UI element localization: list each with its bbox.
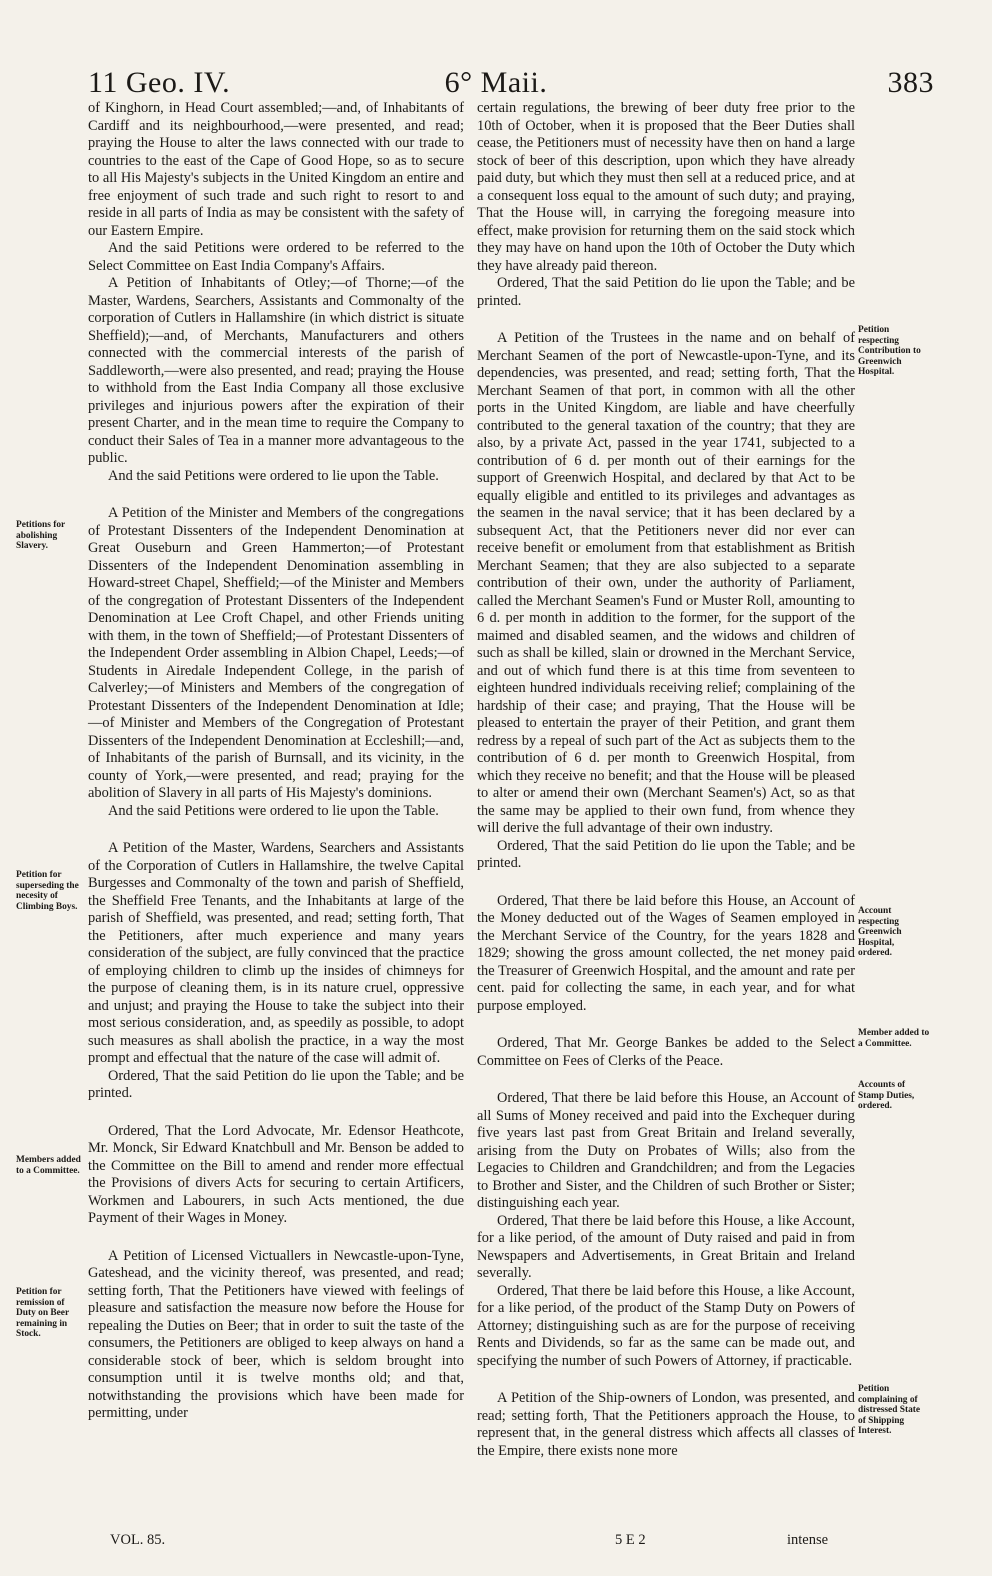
paragraph: A Petition of the Minister and Members of the congregations of Protestant Dissenters of the Independent Denomination at Great Ouseburn and Green Hammerton;—of Protestant Dissenters of the Independent Denomination assembling in Howard-street Chapel, Sheffield;—of the Minister and Members of the congregation of Protestant Dissenters of the Independent Denomination at Lee Croft Chapel, and other Friends uniting with them, in the town of Sheffield;—of Protestant Dissenters of the Independent Order assembling in Albion Chapel, Leeds;—of Students in Airedale Independent College, in the parish of Calverley;—of Ministers and Members of the congregation of Protestant Dissenters of the Independent Denomination at Idle;—of Minister and Members of the Congregation of Protestant Dissenters of the Independent Denomination at Eccleshill;—and, of Inhabitants of the parish of Burnsall, and its vicinity, in the county of York,—were presented, and read; praying for the abolition of Slavery in all parts of His Majesty's dominions. [88, 505, 464, 801]
paragraph: Ordered, That there be laid before this House, an Account of the Money deducted out of the Wages of Seamen employed in the Merchant Service of the Country, for the years 1828 and 1829; showing the gross amount collected, the net money paid the Treasurer of Greenwich Hospital, and the amount and rate per cent. paid for collecting the same, in each year, and for what purpose employed. [477, 892, 855, 1014]
paragraph: A Petition of the Ship-owners of London, was presented, and read; setting forth, That the Petitioners approach the House, to represent that, in the general distress which affects all classes of the Empire, there exists none more [477, 1390, 855, 1459]
margin-note-slavery: Petitions for abolishing Slavery. [16, 520, 66, 551]
margin-note-greenwich-petition: Petition respecting Contribution to Greenwich Hospital. [858, 325, 921, 377]
margin-note-climbing-boys: Petition for superseding the necesity of Climbing Boys. [16, 870, 79, 912]
paragraph: of Kinghorn, in Head Court assembled;—and, of Inhabitants of Cardiff and its neighbourhood,—were presented, and read; praying the House to alter the laws connected with our trade to countries to the east of the Cape of Good Hope, so as to secure to all His Majesty's subjects in the United Kingdom an entire and free enjoyment of such trade and such right to resort to and reside in all parts of India as may be consistent with the safety of our Eastern Empire. [88, 100, 464, 239]
paragraph: Ordered, That there be laid before this House, a like Account, for a like period, of the product of the Stamp Duty on Powers of Attorney; distinguishing such as are for the purpose of receiving Rents and Dividends, so far as the same can be made out, and specifying the number of such Powers of Attorney, if practicable. [477, 1282, 855, 1369]
footer-signature: 5 E 2 [615, 1532, 646, 1548]
paragraph: Ordered, That the said Petition do lie upon the Table; and be printed. [477, 275, 855, 309]
header-date: 6° Maii. [444, 66, 548, 99]
footer-catchword: intense [787, 1532, 829, 1548]
paragraph: Ordered, That Mr. George Bankes be added to the Select Committee on Fees of Clerks of the Peace. [477, 1035, 855, 1069]
paragraph: Ordered, That the said Petition do lie upon the Table; and be printed. [88, 1067, 464, 1101]
paragraph: And the said Petitions were ordered to be referred to the Select Committee on East India Company's Affairs. [88, 240, 464, 274]
paragraph: A Petition of the Trustees in the name and on behalf of Merchant Seamen of the port of Newcastle-upon-Tyne, and its dependencies, was presented, and read; setting forth, That the Merchant Seamen of that port, in common with all the other ports in the United Kingdom, are liable and have cheerfully contributed to the general taxation of the country; that they are also, by a private Act, passed in the year 1741, subjected to a contribution of 6 d. per month out of their earnings for the support of Greenwich Hospital, and declared by that Act to be equally eligible and entitled to its privileges and advantages as the seamen in the naval service; that it has been declared by a subsequent Act, that the Petitioners never did nor ever can receive benefit or emolument from that establishment as British Merchant Seamen; that they are also subjected to a separate contribution of their own, under the authority of Parliament, called the Merchant Seamen's Fund or Muster Roll, amounting to 6 d. per month in addition to the former, for the support of the maimed and disabled seamen, and the widows and children of such as shall be killed, slain or drowned in the Merchant Service, and out of which fund there is at this time from seventeen to eighteen hundred individuals receiving relief; complaining of the hardship of their case; and praying, That the House will be pleased to entertain the prayer of their Petition, and grant them redress by a repeal of such part of the Act as subjects them to the contribution of 6 d. per month to Greenwich Hospital, from which they receive no benefit; and that the House will be pleased to alter or amend their own (Merchant Seamen's) Act, so as that the same may be applied to their own fund, from whence they will derive the full advantage of their own industry. [477, 330, 855, 836]
margin-note-members-added: Members added to a Committee. [16, 1155, 81, 1176]
paragraph: Ordered, That there be laid before this House, an Account of all Sums of Money received and paid into the Exchequer during five years last past from Great Britain and Ireland severally, arising from the Duty on Probates of Wills; also from the Legacies to Children and Grandchildren; and from the Legacies to Brother and Sister, and the Children of such Brother or Sister; distinguishing each year. [477, 1090, 855, 1211]
margin-note-stamp-duties: Accounts of Stamp Duties, ordered. [858, 1080, 915, 1111]
paragraph: And the said Petitions were ordered to lie upon the Table. [108, 802, 439, 819]
paragraph: A Petition of Licensed Victuallers in Newcastle-upon-Tyne, Gateshead, and the vicinity thereof, was presented, and read; setting forth, That the Petitioners have viewed with feelings of pleasure and satisfaction the measure now before the House for repealing the Duties on Beer; that in order to suit the taste of the consumers, the Petitioners are obliged to keep always on hand a considerable stock of beer, which is seldom brought into consumption until it is twelve months old; and that, notwithstanding the provisions which have been made for permitting, under [88, 1247, 464, 1421]
paragraph: A Petition of the Master, Wardens, Searchers and Assistants of the Corporation of Cutlers in Hallamshire, the twelve Capital Burgesses and Commonalty of the town and parish of Sheffield, the Sheffield Free Tenants, and the Inhabitants at large of the parish of Sheffield, was presented, and read; setting forth, That the Petitioners, after much experience and many years consideration of the subject, are fully convinced that the practice of employing children to climb up the insides of chimneys for the purpose of cleaning them, is in its nature cruel, oppressive and unjust; and praying the House to take the subject into their most serious consideration, and, as speedily as possible, to adopt such measures as shall abolish the practice, in a way the most prompt and effectual that the nature of the case will admit of. [88, 840, 464, 1066]
left-column [88, 100, 464, 1423]
page-number: 383 [887, 66, 934, 99]
footer-volume: VOL. 85. [110, 1532, 166, 1548]
paragraph: A Petition of Inhabitants of Otley;—of Thorne;—of the Master, Wardens, Searchers, Assistants and Commonalty of the corporation of Cutlers in Hallamshire (in which district is situate Sheffield);—and, of Merchants, Manufacturers and others connected with the commercial interests of the parish of Saddleworth,—were also presented, and read; praying the House to withhold from the East India Company all those exclusive privileges and injurious powers after the expiration of their present Charter, and in the mean time to require the Company to conduct their Sales of Tea in a manner more advantageous to the public. [88, 275, 464, 466]
margin-note-greenwich-account: Account respecting Greenwich Hospital, ordered. [858, 906, 902, 958]
paragraph: Ordered, That the said Petition do lie upon the Table; and be printed. [477, 837, 855, 871]
margin-note-shipping: Petition complaining of distressed State of Shipping Interest. [858, 1384, 921, 1436]
margin-note-member-added: Member added to a Committee. [858, 1028, 930, 1049]
margin-note-beer-duty: Petition for remission of Duty on Beer remaining in Stock. [16, 1287, 69, 1339]
right-column [477, 100, 855, 1460]
header-regnal-year: 11 Geo. IV. [88, 66, 231, 99]
paragraph: certain regulations, the brewing of beer duty free prior to the 10th of October, when it is proposed that the Beer Duties shall cease, the Petitioners must of necessity have then on hand a large stock of beer of this description, upon which they have already paid duty, but which they must then sell at a reduced price, and at a consequent loss equal to the amount of such duty; and praying, That the House will, in carrying the foregoing measure into effect, make provision for returning them on the said stock which they may have on hand upon the 10th of October the Duty which they have already paid thereon. [477, 100, 855, 274]
paragraph: Ordered, That there be laid before this House, a like Account, for a like period, of the amount of Duty raised and paid in from Newspapers and Advertisements, in Great Britain and Ireland severally. [477, 1212, 855, 1281]
paragraph: Ordered, That the Lord Advocate, Mr. Edensor Heathcote, Mr. Monck, Sir Edward Knatchbull and Mr. Benson be added to the Committee on the Bill to amend and render more effectual the Provisions of divers Acts for securing to certain Artificers, Workmen and Labourers, in such Acts mentioned, the due Payment of their Wages in Money. [88, 1122, 464, 1226]
paragraph: And the said Petitions were ordered to lie upon the Table. [108, 467, 439, 484]
